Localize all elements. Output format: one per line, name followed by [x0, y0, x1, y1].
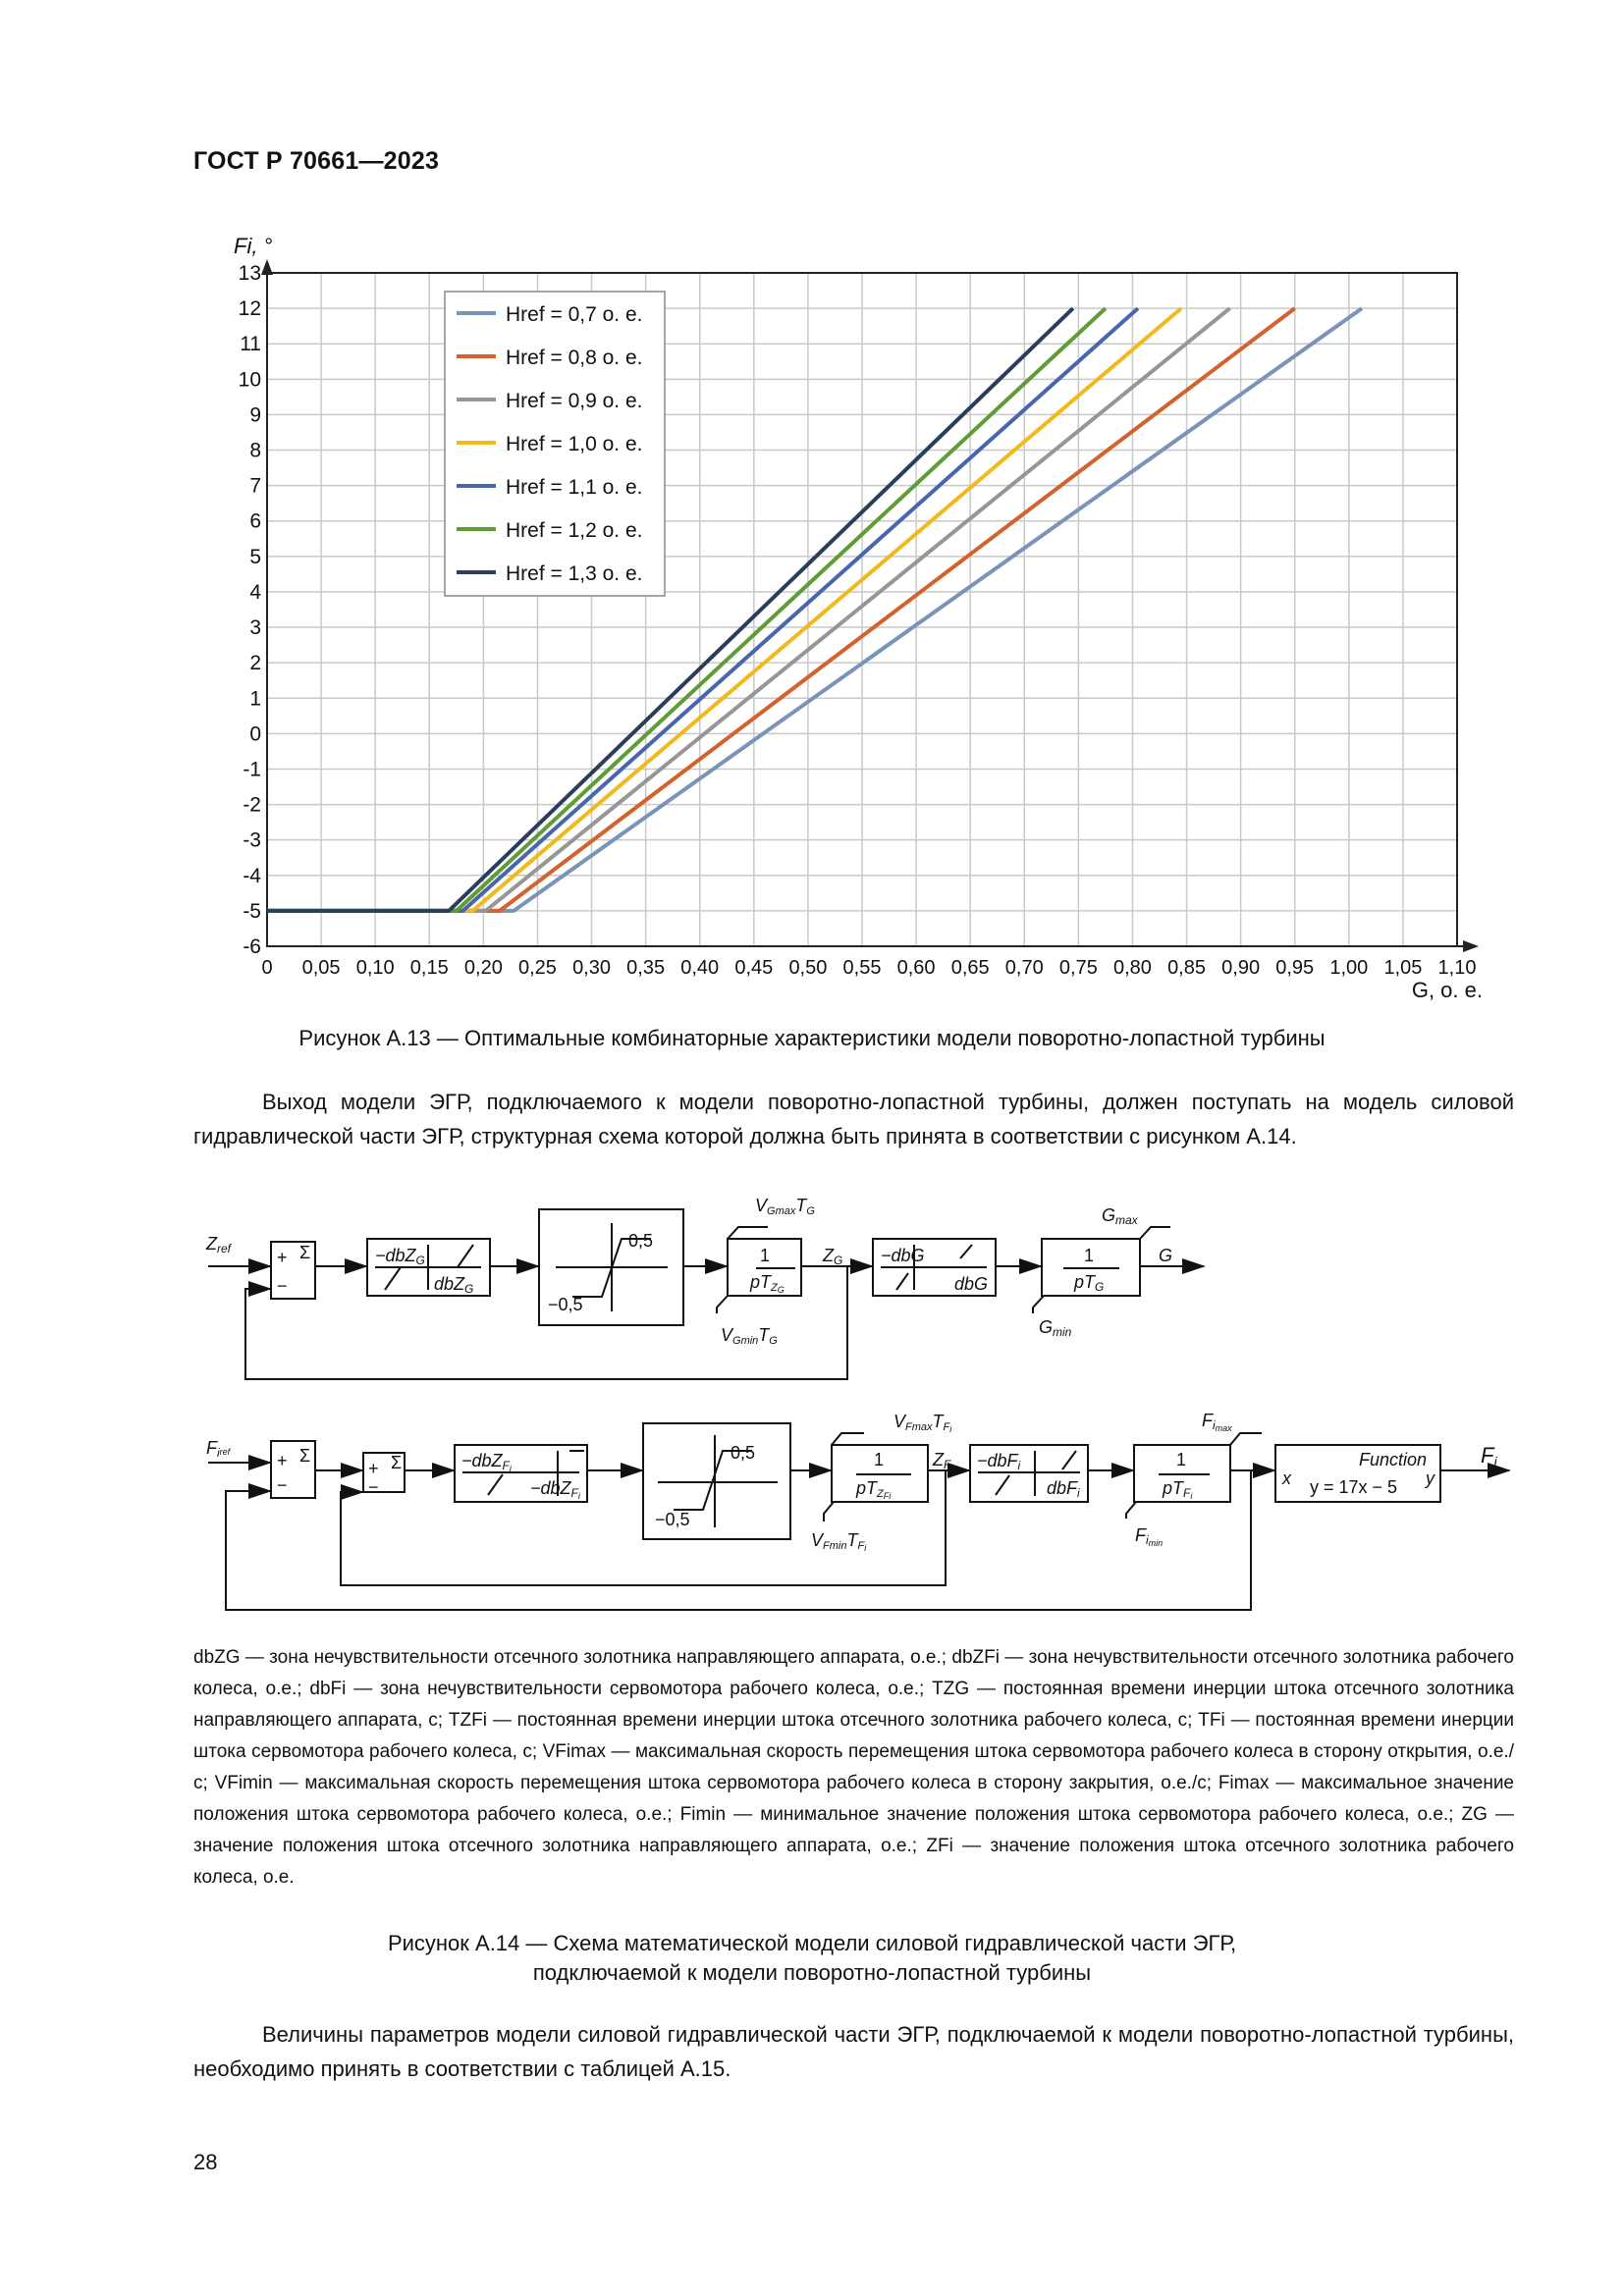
x-tick-label: 0,65	[950, 957, 990, 979]
x-axis-arrow	[1463, 940, 1479, 952]
function-out: y	[1426, 1468, 1435, 1488]
x-tick-label: 0,20	[463, 957, 503, 979]
y-tick-label: -3	[243, 828, 261, 852]
x-tick-label: 0,60	[896, 957, 936, 979]
x-tick-label: 0,40	[680, 957, 720, 979]
x-tick-label: 0,85	[1167, 957, 1207, 979]
deadband1-top-label: −dbZG	[375, 1246, 425, 1267]
legend-label: Href = 0,7 о. е.	[506, 303, 643, 326]
zref-label: Zref	[206, 1234, 232, 1255]
integrator4-num: 1	[1176, 1450, 1187, 1469]
series-line-1	[267, 308, 1362, 911]
x-axis-title: G, о. е.	[1411, 978, 1483, 1002]
gmin-label: Gmin	[1039, 1317, 1072, 1339]
figure13-caption: Рисунок А.13 — Оптимальные комбинаторные характеристики модели поворотно-лопастной турбины	[298, 1026, 1326, 1050]
integrator4-den: pTFi	[1163, 1478, 1193, 1501]
integrator3-den: pTZFi	[856, 1478, 892, 1501]
deadband1-bottom-label: dbZG	[434, 1274, 474, 1296]
document-header: ГОСТ Р 70661—2023	[193, 147, 440, 175]
x-tick-label: 1,10	[1437, 957, 1477, 979]
fimax-label: Fimax	[1202, 1411, 1232, 1433]
y-axis-title: Fi, °	[234, 234, 273, 258]
y-tick-label: 7	[249, 474, 261, 498]
y-tick-label: -5	[243, 899, 261, 923]
sum3-sigma: Σ	[391, 1453, 403, 1472]
chart-series	[267, 308, 1362, 911]
y-tick-label: -6	[243, 935, 261, 958]
deadband3-bottom-label: −dbZFi	[530, 1478, 580, 1501]
sum2-minus: −	[277, 1475, 288, 1495]
series-line-4	[267, 308, 1181, 911]
page-number: 28	[193, 2150, 218, 2174]
figure14-caption: Рисунок А.14 — Схема математической модели силовой гидравлической части ЭГР, подключаемой к модели поворотно-лопастной турбины	[387, 1931, 1237, 1985]
series-line-7	[267, 308, 1073, 911]
y-tick-label: 6	[249, 509, 261, 533]
y-tick-label: -2	[243, 793, 261, 817]
integrator3-num: 1	[874, 1450, 885, 1469]
y-tick-label: 1	[249, 687, 261, 711]
y-tick-label: 3	[249, 616, 261, 640]
sum2-plus: +	[277, 1451, 288, 1470]
y-tick-label: 9	[249, 403, 261, 427]
sat2-pos: 0,5	[731, 1443, 756, 1463]
legend-label: Href = 1,1 о. е.	[506, 476, 643, 499]
sum1-plus: +	[277, 1248, 288, 1267]
legend-label: Href = 1,3 о. е.	[506, 562, 643, 585]
y-tick-label: 11	[240, 333, 261, 356]
y-tick-label: 4	[249, 580, 261, 604]
deadband4-bottom-label: dbFi	[1047, 1478, 1080, 1500]
x-tick-label: 0,35	[626, 957, 666, 979]
sum3-plus: +	[368, 1459, 379, 1478]
sat1-pos: 0,5	[628, 1231, 654, 1251]
x-tick-label: 0,50	[788, 957, 828, 979]
sat2-neg: −0,5	[655, 1510, 690, 1529]
integrator2-num: 1	[1084, 1246, 1095, 1265]
x-tick-label: 1,05	[1383, 957, 1423, 979]
x-tick-label: 0	[261, 957, 273, 979]
sum3-minus: −	[368, 1477, 379, 1497]
diagram-legend: dbZG — зона нечувствительности отсечного золотника направляющего аппарата, о.е.; dbZFi — зона нечувствительности отсечного золотника рабочего колеса, о.е.; dbFi — зона нечувствительности сервомотора рабочего колеса, о.е.; TZG — постоянная времени инерции штока отсечного золотника направляющего аппарата, с; TZFi — постоянная времени инерции штока отсечного золотника рабочего колеса, с; TFi — постоянная времени инерции штока сервомотора рабочего колеса, с; VFimax — максимальная скорость перемещения штока сервомотора рабочего колеса в сторону открытия, о.е./с; VFimin — максимальная скорость перемещения штока сервомотора рабочего колеса в сторону закрытия, о.е./с; Fimax — максимальное значение положения штока сервомотора рабочего колеса, о.е.; Fimin — минимальное значение положения штока сервомотора рабочего колеса, о.е.; ZG — значение положения штока отсечного золотника направляющего аппарата, о.е.; ZFi — значение положения штока отсечного золотника рабочего колеса, о.е.	[193, 1647, 1514, 1888]
x-tick-label: 0,55	[842, 957, 882, 979]
hydraulic-model-diagram	[0, 1188, 1624, 1629]
deadband2-bottom-label: dbG	[954, 1274, 989, 1294]
paragraph-2: Величины параметров модели силовой гидравлической части ЭГР, подключаемой к модели поворотно-лопастной турбины, необходимо принять в соответствии с таблицей А.15.	[193, 2022, 1514, 2081]
paragraph-1: Выход модели ЭГР, подключаемого к модели поворотно-лопастной турбины, должен поступать на модель силовой гидравлической части ЭГР, структурная схема которой должна быть принята в соответствии с рисунком А.14.	[193, 1090, 1514, 1148]
integrator1-num: 1	[760, 1246, 771, 1265]
legend-label: Href = 1,2 о. е.	[506, 519, 643, 542]
vfmax-label: VFmaxTFi	[893, 1412, 952, 1434]
fimin-label: Fimin	[1135, 1525, 1164, 1548]
integrator2-den: pTG	[1074, 1272, 1105, 1294]
deadband4-top-label: −dbFi	[977, 1451, 1021, 1472]
integrator1-den: pTZG	[750, 1272, 785, 1295]
x-tick-label: 0,95	[1275, 957, 1315, 979]
x-tick-label: 0,10	[355, 957, 395, 979]
function-title: Function	[1359, 1450, 1428, 1469]
x-tick-label: 0,15	[409, 957, 449, 979]
vgmin-label: VGminTG	[721, 1325, 778, 1347]
y-tick-label: 8	[249, 439, 261, 462]
x-tick-label: 0,80	[1112, 957, 1152, 979]
function-in: x	[1282, 1468, 1291, 1488]
sat1-neg: −0,5	[548, 1295, 583, 1314]
deadband3-top-label: −dbZFi	[461, 1451, 512, 1473]
function-expr: y = 17x − 5	[1310, 1477, 1398, 1497]
sum2-sigma: Σ	[299, 1446, 311, 1466]
y-tick-label: -4	[243, 864, 261, 887]
zg-label: ZG	[823, 1246, 843, 1267]
y-tick-label: 2	[249, 652, 261, 675]
y-tick-label: -1	[243, 758, 261, 781]
deadband2-top-label: −dbG	[881, 1246, 925, 1265]
x-tick-label: 1,00	[1329, 957, 1369, 979]
x-tick-label: 0,45	[734, 957, 774, 979]
x-tick-label: 0,75	[1058, 957, 1098, 979]
x-tick-label: 0,30	[572, 957, 612, 979]
chart-legend	[445, 292, 665, 596]
legend-label: Href = 0,8 о. е.	[506, 347, 643, 369]
firef-label: Firef	[206, 1438, 231, 1460]
x-tick-label: 0,90	[1221, 957, 1261, 979]
x-tick-label: 0,25	[517, 957, 557, 979]
y-tick-label: 10	[238, 368, 261, 392]
legend-label: Href = 0,9 о. е.	[506, 390, 643, 412]
y-axis-arrow	[261, 259, 273, 275]
x-tick-label: 0,05	[301, 957, 341, 979]
combinator-chart	[0, 0, 1624, 1060]
vgmax-label: VGmaxTG	[755, 1196, 815, 1217]
sum1-minus: −	[277, 1276, 288, 1296]
sum1-sigma: Σ	[299, 1243, 311, 1262]
y-tick-label: 0	[249, 722, 261, 746]
y-tick-label: 13	[238, 262, 261, 285]
series-line-3	[267, 308, 1230, 911]
x-tick-label: 0,70	[1004, 957, 1044, 979]
y-tick-label: 12	[238, 297, 261, 321]
y-tick-label: 5	[249, 545, 261, 568]
vfmin-label: VFminTFi	[811, 1530, 867, 1553]
gmax-label: Gmax	[1102, 1205, 1138, 1227]
legend-label: Href = 1,0 о. е.	[506, 433, 643, 455]
g-output-label: G	[1159, 1246, 1173, 1265]
fi-output-label: Fi	[1481, 1443, 1497, 1469]
zfi-label: ZFi	[933, 1450, 953, 1472]
